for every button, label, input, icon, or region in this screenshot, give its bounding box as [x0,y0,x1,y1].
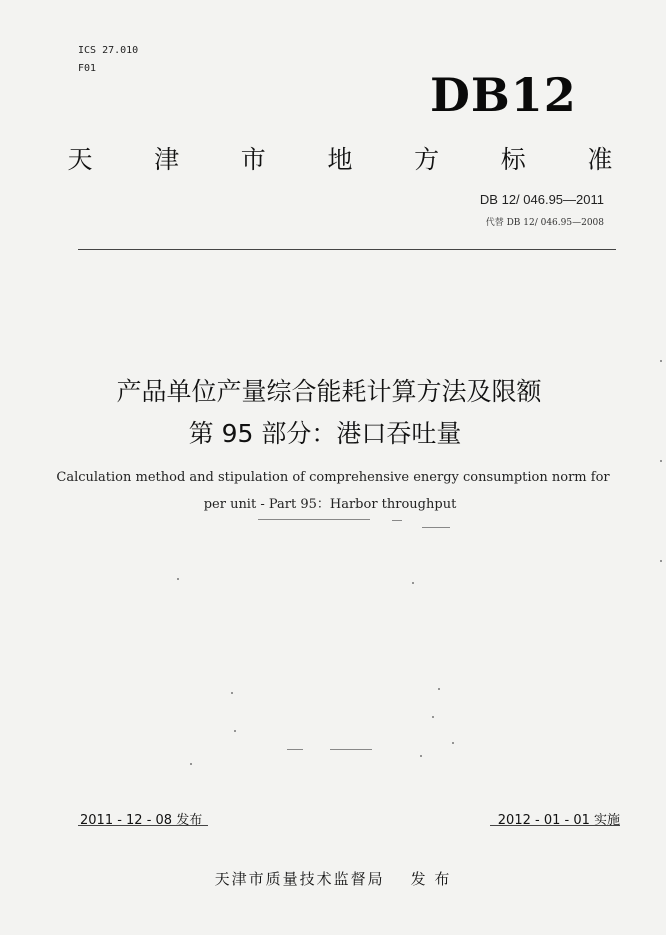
replaced-standard-number: 代替 DB 12/ 046.95—2008 [485,218,604,228]
scan-artifact [452,742,454,744]
implementation-date-underline [490,825,620,826]
ics-code: ICS 27.010 [78,45,139,56]
scan-artifact [177,578,179,580]
scan-artifact [258,519,370,520]
scan-artifact [420,755,422,757]
title-chinese-line2: 第 95 部分：港口吞吐量 [188,419,462,448]
header-divider [78,249,616,250]
publish-date: 2011 - 12 - 08 发布 [80,813,203,828]
issuer-action: 发 布 [410,870,452,888]
scan-artifact [422,527,450,528]
standard-type-char: 天 [67,145,93,174]
scan-artifact [660,460,662,462]
scan-artifact [190,763,192,765]
scan-artifact [660,360,662,362]
standard-type-char: 津 [154,145,180,174]
standard-type-char: 市 [240,145,266,174]
title-chinese-line1: 产品单位产量综合能耗计算方法及限额 [116,377,542,406]
title-english-line1: Calculation method and stipulation of comprehensive energy consumption norm for [56,470,610,485]
standard-type-char: 地 [327,145,353,174]
scan-artifact [438,688,440,690]
issuer-name: 天津市质量技术监督局 [214,870,385,888]
scan-artifact [392,520,402,521]
scan-artifact [330,749,372,750]
scan-artifact [231,692,233,694]
standard-number: DB 12/ 046.95—2011 [479,192,604,207]
scan-artifact [432,716,434,718]
title-english-line2: per unit - Part 95：Harbor throughput [203,497,457,512]
scan-artifact [412,582,414,584]
scan-artifact [660,560,662,562]
scan-artifact [287,749,303,750]
implementation-date: 2012 - 01 - 01 实施 [497,813,620,828]
scan-artifact [234,730,236,732]
ccs-code: F01 [78,63,97,74]
standard-type-heading [60,140,620,176]
issuing-authority [0,868,666,889]
publish-date-underline [78,825,208,826]
standard-type-char: 方 [414,145,440,174]
standard-logo: DB12 [430,68,577,122]
standard-type-char: 准 [587,145,613,174]
standard-type-char: 标 [500,145,526,174]
